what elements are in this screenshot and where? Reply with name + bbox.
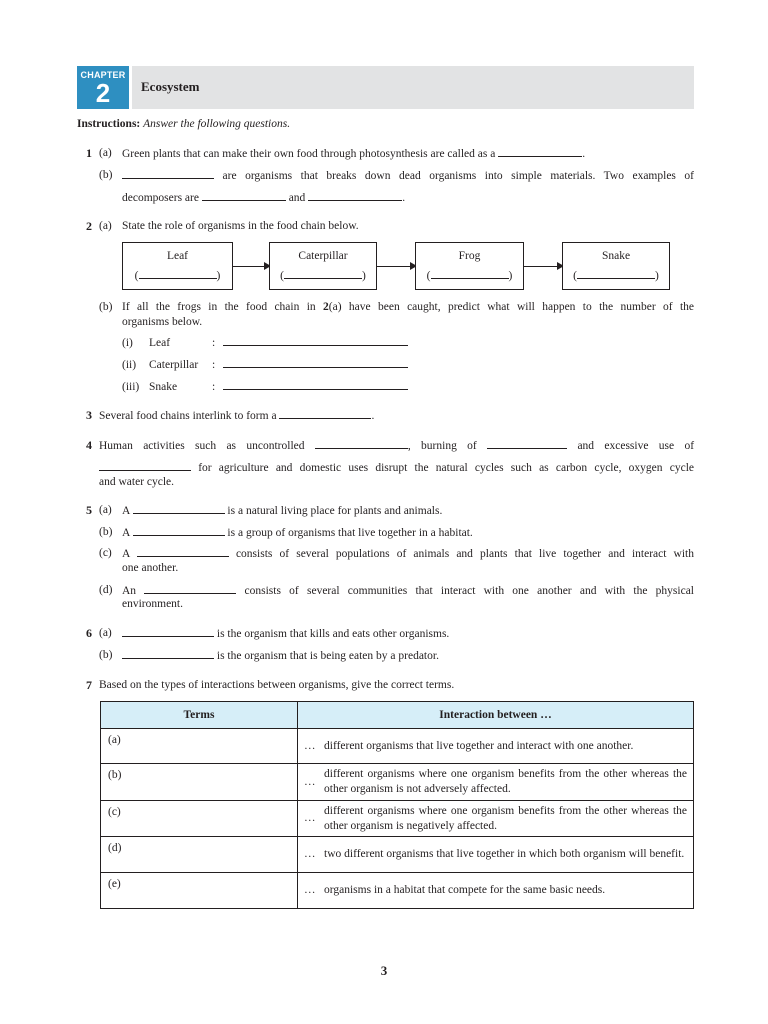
q2a-label: (a)	[99, 220, 112, 232]
q1b-label: (b)	[99, 169, 113, 181]
q2b-item-colon: :	[212, 381, 216, 393]
instructions-text: Answer the following questions.	[143, 118, 291, 130]
q2b-label: (b)	[99, 301, 113, 313]
chapter-label: CHAPTER	[80, 70, 126, 80]
q1a-label: (a)	[99, 147, 112, 159]
food-chain-box-snake: Snake ( )	[562, 242, 670, 290]
question-1-number: 1	[86, 146, 92, 160]
table-row	[101, 837, 694, 873]
chapter-badge	[77, 66, 132, 109]
answer-blank[interactable]	[122, 626, 214, 637]
q4-line-2: for agriculture and domestic uses disrupt the natural cycles such as carbon cycle, oxygen cycle	[99, 460, 694, 476]
question-6-number: 6	[86, 626, 92, 640]
q5c-line-1: A consists of several populations of animals and plants that live together and interact with	[122, 548, 695, 560]
answer-blank[interactable]	[122, 648, 214, 659]
chapter-number: 2	[95, 78, 111, 108]
table-row	[101, 801, 694, 837]
arrow-right-icon	[524, 266, 560, 267]
interaction-cell: … different organisms that live together and interact with one another.	[298, 729, 694, 764]
answer-blank[interactable]	[487, 438, 567, 449]
q4-line-3: and water cycle.	[99, 476, 175, 488]
q4-line-1: Human activities such as uncontrolled , burning of and excessive use of	[99, 440, 695, 452]
terms-header: Terms	[101, 702, 298, 729]
q6a-text: is the organism that kills and eats other organisms.	[122, 626, 449, 642]
q7-text: Based on the types of interactions between organisms, give the correct terms.	[99, 679, 455, 691]
page-number: 3	[380, 963, 388, 978]
answer-blank[interactable]	[223, 357, 408, 368]
arrow-right-icon	[233, 266, 267, 267]
q6a-label: (a)	[99, 627, 112, 639]
instructions	[77, 117, 290, 132]
q5a-label: (a)	[99, 504, 112, 516]
answer-blank[interactable]	[577, 269, 655, 279]
answer-blank[interactable]	[144, 583, 236, 594]
q2b-item-name: Snake	[149, 381, 178, 393]
q2b-item-label: (i)	[122, 337, 133, 349]
q2b-item-label: (iii)	[122, 381, 140, 393]
answer-blank[interactable]	[498, 146, 582, 157]
answer-blank[interactable]	[223, 379, 408, 390]
question-5-number: 5	[86, 503, 92, 517]
answer-blank[interactable]	[122, 168, 214, 179]
answer-blank[interactable]	[223, 335, 408, 346]
q6b-text: is the organism that is being eaten by a predator.	[122, 648, 439, 664]
q2b-item-name: Caterpillar	[149, 359, 199, 371]
food-chain-organism: Frog	[458, 250, 481, 262]
q5a-text: A is a natural living place for plants and animals.	[122, 505, 443, 517]
q2b-item-colon: :	[212, 359, 216, 371]
term-cell[interactable]: (b)	[101, 764, 298, 801]
q5b-label: (b)	[99, 526, 113, 538]
answer-blank[interactable]	[279, 408, 371, 419]
answer-blank[interactable]	[137, 546, 229, 557]
q2a-text: State the role of organisms in the food chain below.	[122, 220, 359, 232]
q6b-label: (b)	[99, 649, 113, 661]
q5d-label: (d)	[99, 584, 113, 596]
term-cell[interactable]: (d)	[101, 837, 298, 873]
interaction-header: Interaction between …	[298, 702, 694, 729]
q5c-label: (c)	[99, 547, 112, 559]
q2b-item-label: (ii)	[122, 359, 137, 371]
interaction-cell: … different organisms where one organism benefits from the other whereas the other organism is negatively affected.	[298, 801, 694, 837]
term-cell[interactable]: (e)	[101, 873, 298, 909]
question-3-number: 3	[86, 408, 92, 422]
term-cell[interactable]: (a)	[101, 729, 298, 764]
terms-table	[100, 701, 694, 909]
answer-blank[interactable]	[308, 190, 402, 201]
q5d-line-1: An consists of several communities that interact with one another and with the physical	[122, 585, 694, 597]
interaction-cell: … organisms in a habitat that compete for the same basic needs.	[298, 873, 694, 909]
answer-blank[interactable]	[431, 269, 509, 279]
question-2-number: 2	[86, 219, 92, 233]
chapter-title: Ecosystem	[141, 79, 200, 94]
instructions-label: Instructions:	[77, 118, 141, 130]
question-4-number: 4	[86, 438, 92, 452]
interaction-cell: … two different organisms that live together in which both organism will benefit.	[298, 837, 694, 873]
table-row	[101, 729, 694, 764]
q1b-line-1: are organisms that breaks down dead organisms into simple materials. Two examples of	[122, 168, 694, 184]
food-chain-box-frog: Frog ( )	[415, 242, 524, 290]
answer-blank[interactable]	[202, 190, 286, 201]
q2b-line-2: organisms below.	[122, 316, 203, 328]
food-chain-box-caterpillar: Caterpillar ( )	[269, 242, 377, 290]
q1a-text: Green plants that can make their own food through photosynthesis are called as a .	[122, 148, 586, 160]
question-7-number: 7	[86, 678, 92, 692]
food-chain-organism: Leaf	[166, 250, 189, 262]
table-header-row	[101, 702, 694, 729]
q2b-line-1: If all the frogs in the food chain in 2(a) have been caught, predict what will happen to the number of the	[122, 301, 695, 313]
answer-blank[interactable]	[99, 460, 191, 471]
answer-blank[interactable]	[133, 503, 225, 514]
food-chain-organism: Snake	[601, 250, 631, 262]
interaction-cell: … different organisms where one organism benefits from the other whereas the other organism is not adversely affected.	[298, 764, 694, 801]
term-cell[interactable]: (c)	[101, 801, 298, 837]
answer-blank[interactable]	[284, 269, 362, 279]
q1b-line-2: decomposers are and .	[122, 192, 406, 204]
table-row	[101, 873, 694, 909]
q2b-item-colon: :	[212, 337, 216, 349]
q2b-item-name: Leaf	[149, 337, 171, 349]
food-chain-box-leaf: Leaf ( )	[122, 242, 233, 290]
q5b-text: A is a group of organisms that live together in a habitat.	[122, 527, 473, 539]
answer-blank[interactable]	[139, 269, 217, 279]
q5c-line-2: one another.	[122, 562, 179, 574]
answer-blank[interactable]	[315, 438, 408, 449]
food-chain-organism: Caterpillar	[298, 250, 348, 262]
table-row	[101, 764, 694, 801]
q5d-line-2: environment.	[122, 598, 183, 610]
arrow-right-icon	[377, 266, 413, 267]
answer-blank[interactable]	[133, 525, 225, 536]
q3-text: Several food chains interlink to form a .	[99, 410, 375, 422]
